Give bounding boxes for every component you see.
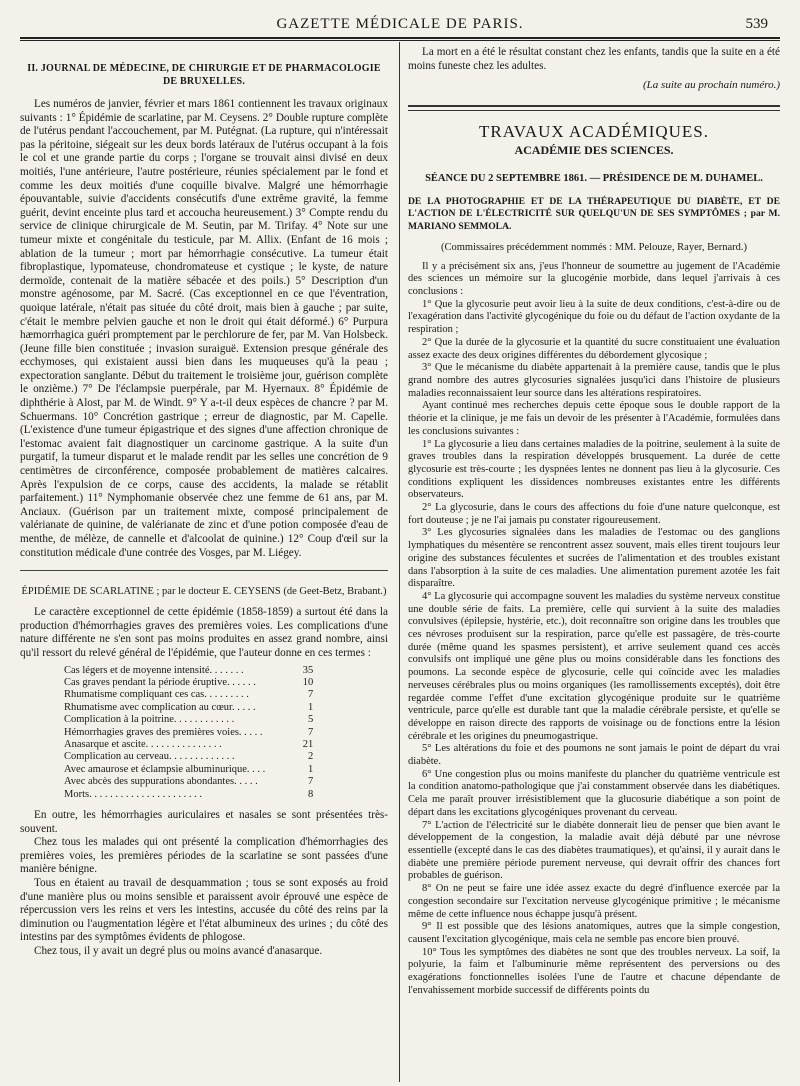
article-title: DE LA PHOTOGRAPHIE ET DE LA THÉRAPEUTIQUE DU DIABÈTE, ET DE L'ACTION DE L'ÉLECTRICITÉ SUR QUELQU'UN DE SES SYMPTÔMES ; par M. MARIANO SEMMOLA. xyxy=(408,195,780,232)
stat-label: Anasarque et ascite. . . . . . . . . . . . . . . xyxy=(64,739,222,750)
table-row xyxy=(64,677,313,689)
paragraph: Le caractère exceptionnel de cette épidémie (1858-1859) a surtout été dans la production d'hémorrhagies graves des premières voies. Les complications d'une nature différente ne s'en sont pas moins produites en assez grand nombre, ainsi qu'il ressort du relevé général de l'épidémie, que l'auteur donne en ces termes : xyxy=(20,606,388,659)
paragraph: 4° La glycosurie qui accompagne souvent les maladies du système nerveux constitue une double série de faits. La première, celle qui survient à la suite des maladies convulsives (épilepsie, hystérie, etc.), doit reconnaître son origine dans les troubles que ces névroses produisent sur la respiration, parce qu'elle est passagère, de très-courte durée (même quand les spasmes persistent), et arrive seulement quand ces accès convulsifs ont impliqué une gêne plus ou moins considérable dans les fonctions des poumons. La seconde espèce de glycosurie, celle qui coïncide avec les maladies nerveuses cérébrales plus ou moins organiques (les ramollissements exceptés), doit être regardée comme l'effet d'une excitation glycogénique produite sur le quatrième ventricule, parce qu'elle est durable tant que la maladie cérébrale persiste, et qu'elle se développe en raison directe des rapports de voisinage ou de fonctions entre la lésion cérébrale et les origines du pneumogastrique. xyxy=(408,590,780,742)
paragraph: Il y a précisément six ans, j'eus l'honneur de soumettre au jugement de l'Académie des sciences un mémoire sur la glucogénie morbide, dans lequel j'arrivais à ces conclusions : xyxy=(408,260,780,298)
stat-value: 2 xyxy=(308,751,314,763)
table-row xyxy=(64,689,313,701)
column-divider xyxy=(399,42,400,1082)
paragraph: 1° La glycosurie a lieu dans certaines maladies de la poitrine, seulement à la suite de graves troubles dans la respiration développés brusquement. La durée de cette glycosurie est très-courte ; les dyspnées lentes ne donnent pas lieu à la glycosurie. Ces conditions expliquent les dissidences nombreuses existantes entre les différents observateurs. xyxy=(408,438,780,501)
stat-label: Rhumatisme compliquant ces cas. . . . . . . . . xyxy=(64,689,249,701)
paragraph: 1° Que la glycosurie peut avoir lieu à la suite de deux conditions, c'est-à-dire ou de l'exagération dans l'activité glycogénique du foie ou du défaut de l'action oxydante de la respiration ; xyxy=(408,298,780,336)
table-row xyxy=(64,751,313,763)
stat-value: 8 xyxy=(308,788,314,800)
left-column xyxy=(20,46,388,1081)
table-row xyxy=(64,776,313,788)
paragraph: 9° Il est possible que des lésions anatomiques, autres que la simple congestion, causent l'excitation glycogénique, mais cela ne semble pas encore bien prouvé. xyxy=(408,921,780,945)
table-row xyxy=(64,702,313,714)
page-number: 539 xyxy=(745,16,768,32)
stat-value: 5 xyxy=(308,714,314,726)
stat-value: 1 xyxy=(308,763,314,775)
divider xyxy=(20,570,388,571)
paragraph: 6° Une congestion plus ou moins manifeste du plancher du quatrième ventricule est la condition anatomo-pathologique que j'ai constamment observée dans les diabétiques. Cela me paraît prouver irrésistiblement que la glucosurie diabétique a son point de départ dans les excitations glycogéniques provenant du cerveau. xyxy=(408,768,780,818)
paragraph: Tous en étaient au travail de desquammation ; tous se sont exposés au froid d'une manière plus ou moins sensible et paraissent avoir éprouvé une espèce de répercussion vers les reins et vers les intestins, accusée du côté des reins par la diminution ou l'augmentation légère et l'état albumineux des urines ; du côté des intestins par des symptômes évidents de phlogose. xyxy=(20,877,388,944)
journal-title: GAZETTE MÉDICALE DE PARIS. xyxy=(276,16,524,32)
table-row xyxy=(64,727,313,739)
paragraph: Ayant continué mes recherches depuis cette époque sous le double rapport de la théorie et la clinique, je me fais un devoir de les présenter à l'Académie, formulées dans les conclusions suivantes : xyxy=(408,400,780,437)
paragraph: Chez tous, il y avait un degré plus ou moins avancé d'anasarque. xyxy=(34,944,323,957)
continuation-note: (La suite au prochain numéro.) xyxy=(643,79,780,92)
section-rule xyxy=(408,105,780,107)
paragraph: Chez tous les malades qui ont présenté la complication d'hémorrhagies des premières voies, les premières périodes de la scarlatine se sont passées d'une manière bénigne. xyxy=(20,836,388,876)
paragraph: Les numéros de janvier, février et mars 1861 contiennent les travaux originaux suivants : 1° Épidémie de scarlatine, par M. Ceysens. 2° Double rupture complète de l'utérus pendant l'accouchement, par M. Putégnat. (La rupture, qui n'intéressait pas la péritoine, siégeait sur les deux bords latéraux de l'utérus occupant à la fois le col et une grande partie du corps ; l'organe se trouvait ainsi divisé en deux moitiés, l'une antérieure, l'autre postérieure, réunies spécialement par le fond et comme les deux moitiés d'une coquille bivalve. Malgré une hémorrhagie épouvantable, suivie d'accidents consécutifs d'une extrême gravité, la femme guérit, devint enceinte plus tard et accoucha heureusement.) 3° Compte rendu du service de clinique chirurgicale de M. Seutin, par M. Tirifay. 4° Note sur une tumeur mixte et congénitale du testicule, par M. Allix. (Enfant de 16 mois ; ablation de la tumeur ; mort par hémorrhagie consécutive. La tumeur était fibroplastique, lypomateuse, chondromateuse et cystique ; le kyste, de nature dermoïde, contenait de la matière sébacée et des poils.) 5° Description d'un monstre agénosome, par M. Sacré. (Cas exceptionnel en ce que l'éventration, quoique latérale, n'était pas située du côté droit, mais bien à gauche ; par suite, c'était le membre pelvien gauche et non le droit qui était déformé.) 6° Purpura hæmorrhagica guéri promptement par le perchlorure de fer, par M. Van Holsbeck. (Jeune fille bien constituée ; invasion suraiguë. Extension presque générale des ecchymoses, qui existaient aussi bien dans les muqueuses qu'à la peau ; expectoration sanglante. Début du traitement le troisième jour, guérison complète le onzième.) 7° De l'éclampsie puerpérale, par M. Hyernaux. 8° Épidémie de diphthérie à Alost, par M. de Windt. 9° Y a-t-il deux espèces de chancre ? par M. Schuermans. 10° Concrétion gastrique ; erreur de diagnostic, par M. Capelle. (L'existence d'une tumeur épigastrique et des signes d'une affection chronique de l'estomac avaient fait diagnostiquer un carcinome gastrique. A la suite d'un purgatif, la tumeur disparut et le malade rendit par les selles une concrétion de 9 centimètres de circonférence, composée probablement de matières calcaires. Après l'expulsion de ce corps, cause des accidents, la malade se rétablit parfaitement.) 11° Nymphomanie observée chez une femme de 61 ans, par M. Anciaux. (Guérison par un traitement mixte, composé principalement de valérianate de quinine, de valérianate de zinc et d'une potion composée d'eau de menthe, de mélèze, de cannelle et d'alcoolat de quinine.) 12° Coup d'œil sur la constitution médicale d'une contrée des Vosges, par M. Liégey. xyxy=(20,98,388,559)
stat-label: Complication au cerveau. . . . . . . . . . . . . xyxy=(64,751,235,763)
paragraph: 8° On ne peut se faire une idée assez exacte du degré d'influence exercée par la congestion secondaire sur l'excitation nerveuse glycogénique primitive ; le mécanisme même de cette influence nous échappe jusqu'à présent. xyxy=(408,883,780,920)
academy-heading: ACADÉMIE DES SCIENCES. xyxy=(514,143,674,158)
stat-label: Avec abcès des suppurations abondantes. . . . . xyxy=(64,776,258,788)
paragraph: 2° La glycosurie, dans le cours des affections du foie d'une nature quelconque, est fort douteuse ; je ne l'ai jamais pu constater rigoureusement. xyxy=(408,502,780,526)
statistics-table xyxy=(64,665,313,801)
paragraph: 2° Que la durée de la glycosurie et la quantité du sucre constituaient une évaluation assez exacte des deux origines différentes du débordement glycosique ; xyxy=(408,336,780,361)
page-header xyxy=(20,14,780,36)
header-rule xyxy=(20,37,780,39)
stat-label: Morts. . . . . . . . . . . . . . . . . . . . . . xyxy=(64,788,202,800)
stat-value: 7 xyxy=(308,689,314,701)
paragraph: 10° Tous les symptômes des diabètes ne sont que des troubles nerveux. La soif, la polyurie, la faim et l'albuminurie même représentent des perversions ou des exagérations fonctionnelles isolées l'une de l'autre et chacune dépendante de l'envahissement morbide successif de différents points du xyxy=(408,946,780,996)
section-title: II. JOURNAL DE MÉDECINE, DE CHIRURGIE ET DE PHARMACOLOGIE DE BRUXELLES. xyxy=(27,63,381,87)
stat-label: Avec amaurose et éclampsie albuminurique. . . . xyxy=(64,763,266,775)
stat-label: Rhumatisme avec complication au cœur. . . . . xyxy=(64,701,256,713)
stat-value: 1 xyxy=(308,701,314,713)
table-row xyxy=(64,714,313,726)
article-title: ÉPIDÉMIE DE SCARLATINE ; par le docteur E. CEYSENS (de Geet-Betz, Brabant.) xyxy=(21,586,387,598)
paragraph: 7° L'action de l'électricité sur le diabète donnerait lieu de penser que bien avant le développement de la congestion, la maladie avait déjà débuté par une névrose essentielle (excepté dans le cas des diabètes traumatiques), et qu'ainsi, il y aurait dans le diabète une première période purement nerveuse, qui devrait offrir des chances fort probables de guérison. xyxy=(408,819,780,882)
stat-value: 7 xyxy=(308,726,314,738)
table-row xyxy=(64,789,313,801)
stat-label: Cas graves pendant la période éruptive. . . . . . xyxy=(64,676,256,688)
table-row xyxy=(64,665,313,677)
commissioners-note: (Commissaires précédemment nommés : MM. Pelouze, Rayer, Bernard.) xyxy=(440,242,748,254)
stat-value: 10 xyxy=(302,676,314,688)
session-heading: SÉANCE DU 2 SEPTEMBRE 1861. — PRÉSIDENCE DE M. DUHAMEL. xyxy=(425,172,763,184)
article-body xyxy=(408,261,780,998)
table-row xyxy=(64,739,313,751)
paragraph: 5° Les altérations du foie et des poumons ne sont jamais le point de départ du vrai diabète. xyxy=(408,743,780,768)
section-rule-thin xyxy=(408,110,780,111)
stat-value: 21 xyxy=(302,739,314,750)
right-column xyxy=(408,46,780,1081)
stat-value: 7 xyxy=(308,776,314,788)
table-row xyxy=(64,764,313,776)
header-rule-thin xyxy=(20,40,780,41)
stat-label: Complication à la poitrine. . . . . . . . . . . . xyxy=(64,714,235,726)
stat-value: 35 xyxy=(302,664,314,676)
paragraph: La mort en a été le résultat constant chez les enfants, tandis que la suite en a été moins funeste chez les adultes. xyxy=(408,46,780,72)
stat-label: Cas légers et de moyenne intensité. . . . . . . xyxy=(64,664,244,676)
stat-label: Hémorrhagies graves des premières voies. . . . . xyxy=(64,726,263,738)
paragraph: 3° Que le mécanisme du diabète appartenait à la première cause, tandis que le plus grand nombre des autres glycosuries signalées jusqu'ici dans l'histoire de plusieurs maladies reconnaissaient leur source dans les altérations respiratoires. xyxy=(408,362,780,399)
paragraph: En outre, les hémorrhagies auriculaires et nasales se sont présentées très-souvent. xyxy=(20,809,388,835)
paragraph: 3° Les glycosuries signalées dans les maladies de l'estomac ou des ganglions lymphatiques du mésentère se rencontrent assez souvent, mais elles tirent toujours leur origine des substances féculentes et sucrées de l'alimentation et des troubles existant dans l'absorption à la suite de ces maladies. Une alimentation purement azotée les fait disparaître. xyxy=(408,527,780,590)
section-heading: TRAVAUX ACADÉMIQUES. xyxy=(478,121,709,141)
